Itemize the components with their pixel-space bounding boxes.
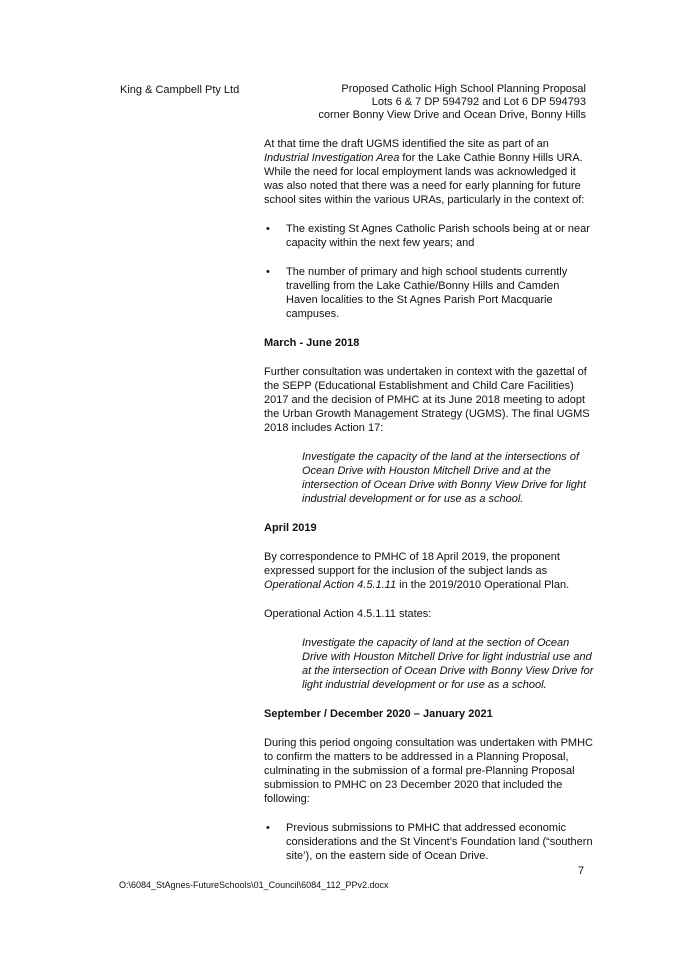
bullet-icon: •: [266, 822, 270, 834]
section-heading-march-june-2018: March - June 2018: [264, 337, 360, 349]
quote-action-17: Investigate the capacity of the land at the intersections of Ocean Drive with Houston Mitchell Drive and at the intersection of Ocean Drive with Bonny View Drive for light industrial development or for use as a school.: [302, 451, 587, 505]
header-project-title: Proposed Catholic High School Planning Proposal: [341, 83, 586, 95]
page-number: 7: [578, 865, 585, 877]
document-body: [264, 137, 594, 878]
bullet-icon: •: [266, 223, 270, 235]
paragraph-correspondence: By correspondence to PMHC of 18 April 2019, the proponent expressed support for the inclusion of the subject lands as Operational Action 4.5.1.11 in the 2019/2010 Operational Plan.: [264, 551, 570, 591]
list-item: • The number of primary and high school students currently travelling from the Lake Cathie/Bonny Hills and Camden Haven localities to the St Agnes Parish Port Macquarie campuses.: [266, 266, 568, 320]
header-company: King & Campbell Pty Ltd: [120, 84, 240, 96]
paragraph-operational-action: Operational Action 4.5.1.11 states:: [264, 608, 432, 620]
paragraph-ongoing-consultation: During this period ongoing consultation was undertaken with PMHC to confirm the matters to be addressed in a Planning Proposal, culminating in the submission of a formal pre-Planning Proposal submission to PMHC on 23 December 2020 that included the following:: [264, 737, 593, 805]
footer-file-path: O:\6084_StAgnes-FutureSchools\01_Council\6084_112_PPv2.docx: [119, 880, 389, 890]
quote-operational-action: Investigate the capacity of land at the section of Ocean Drive with Houston Mitchell Drive for light industrial use and at the intersection of Ocean Drive with Bonny View Drive for light industrial development or for use as a school.: [302, 637, 594, 691]
header-project: [286, 83, 586, 122]
paragraph-intro: At that time the draft UGMS identified the site as part of an Industrial Investigation Area for the Lake Cathie Bonny Hills URA. While the need for local employment lands was acknowledged it was also noted that there was a need for early planning for future school sites within the various URAs, particularly in the context of:: [264, 138, 585, 206]
paragraph-consultation: Further consultation was undertaken in context with the gazettal of the SEPP (Educational Establishment and Child Care Facilities) 2017 and the decision of PMHC at its June 2018 meeting to adopt the Urban Growth Management Strategy (UGMS). The final UGMS 2018 includes Action 17:: [264, 366, 590, 434]
list-item: • Previous submissions to PMHC that addressed economic considerations and the St Vincent’s Foundation land (“southern site’), on the eastern side of Ocean Drive.: [266, 822, 593, 862]
header-lots: Lots 6 & 7 DP 594792 and Lot 6 DP 594793: [371, 96, 586, 108]
section-heading-sept-dec-2020: September / December 2020 – January 2021: [264, 708, 493, 720]
section-heading-april-2019: April 2019: [264, 522, 317, 534]
bullet-icon: •: [266, 266, 270, 278]
list-item: • The existing St Agnes Catholic Parish schools being at or near capacity within the next few years; and: [266, 223, 590, 249]
header-location: corner Bonny View Drive and Ocean Drive, Bonny Hills: [318, 109, 586, 121]
